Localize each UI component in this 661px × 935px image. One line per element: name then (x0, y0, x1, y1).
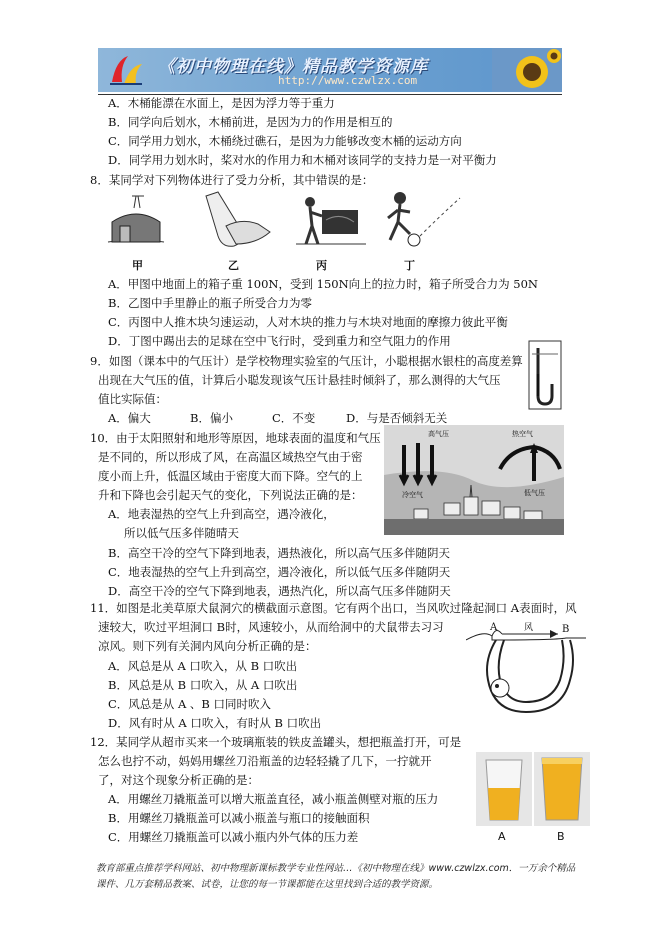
banner-title: 《初中物理在线》精品教学资源库 (158, 57, 428, 77)
q11-label-wind: 风 (524, 623, 534, 633)
q11-option-c: C．风总是从 A 、B 口同时吹入 (108, 697, 272, 711)
q10-stem-line2: 是不同的，所以形成了风，在高温区域热空气由于密 (98, 450, 363, 464)
q12-option-b: B．用螺丝刀撬瓶盖可以减小瓶盖与瓶口的接触面积 (108, 811, 370, 825)
q10-option-b: B．高空干冷的空气下降到地表，遇热液化，所以高气压多伴随阴天 (108, 546, 450, 560)
q9-stem-line3: 值比实际值： (98, 392, 167, 406)
header-banner (98, 48, 562, 92)
q8-option-a: A．甲图中地面上的箱子重 100N，受到 150N向上的拉力时，箱子所受合力为 50N (108, 277, 538, 291)
q8-label-jia: 甲 (132, 259, 143, 272)
q9-stem-line2: 出现在大气压的值，计算后小聪发现该气压计悬挂时倾斜了，那么测得的大气压 (98, 373, 501, 387)
q12-cup-photo-a (476, 752, 532, 826)
q8-label-bing: 丙 (316, 259, 327, 272)
q12-label-a: A (498, 830, 506, 843)
q7-option-c: C．同学用力划水，木桶绕过礁石，是因为力能够改变木桶的运动方向 (108, 134, 462, 148)
q10-option-c: C．地表湿热的空气上升到高空，遇冷液化，所以低气压多伴随阴天 (108, 565, 451, 579)
q10-stem-line3: 度小而上升，低温区域由于密度大而下降。空气的上 (98, 469, 363, 483)
q8-label-yi: 乙 (228, 259, 239, 272)
q11-stem-line1: 11．如图是北美草原犬鼠洞穴的横截面示意图。它有两个出口，当风吹过隆起洞口 A表面时，风 (90, 601, 577, 615)
q9-stem-line1: 9．如图（课本中的气压计）是学校物理实验室的气压计，小聪根据水银柱的高度差算 (90, 354, 523, 368)
q9-option-c: C．不变 (272, 411, 316, 425)
q12-stem-line1: 12．某同学从超市买来一个玻璃瓶装的铁皮盖罐头，想把瓶盖打开，可是 (90, 735, 462, 749)
q8-option-c: C．丙图中人推木块匀速运动，人对木块的推力与木块对地面的摩擦力彼此平衡 (108, 315, 508, 329)
q9-barometer-figure (528, 340, 562, 410)
q10-stem-line4: 升和下降也会引起天气的变化，下列说法正确的是： (98, 488, 363, 502)
q8-figure-push-block (296, 192, 366, 252)
q8-figure-football (384, 190, 464, 252)
q12-label-b: B (557, 830, 565, 843)
q10-label-cold-air: 冷空气 (402, 491, 423, 499)
q11-label-b: B (562, 624, 570, 635)
q10-option-a-line2: 所以低气压多伴随晴天 (124, 526, 239, 540)
q7-option-a: A．木桶能漂在水面上，是因为浮力等于重力 (108, 96, 335, 110)
q11-option-d: D．风有时从 A 口吹入，有时从 B 口吹出 (108, 716, 322, 730)
q8-option-b: B．乙图中手里静止的瓶子所受合力为零 (108, 296, 312, 310)
q8-stem: 8．某同学对下列物体进行了受力分析，其中错误的是： (90, 173, 374, 187)
q9-option-b: B．偏小 (190, 411, 233, 425)
q11-stem-line3: 凉风。则下列有关洞内风向分析正确的是： (98, 639, 317, 653)
q10-label-low-pressure: 低气压 (524, 489, 545, 497)
q11-label-a: A (490, 622, 498, 633)
q12-cup-photo-b (534, 752, 590, 826)
q12-stem-line3: 了，对这个现象分析正确的是： (98, 773, 259, 787)
q9-option-a: A．偏大 (108, 411, 151, 425)
q9-option-d: D．与是否倾斜无关 (346, 411, 448, 425)
q10-option-d: D．高空干冷的空气下降到地表，遇热汽化，所以高气压多伴随阴天 (108, 584, 451, 598)
footer-line1: 教育部重点推荐学科网站、初中物理新课标教学专业性网站…《初中物理在线》www.czwlzx.com．一万余个精品 (96, 863, 576, 874)
q11-stem-line2: 速较大，吹过平坦洞口 B时，风速较小，从而给洞中的犬鼠带去习习 (98, 620, 444, 634)
q12-option-a: A．用螺丝刀撬瓶盖可以增大瓶盖直径，减小瓶盖侧壁对瓶的压力 (108, 792, 439, 806)
q12-stem-line2: 怎么也拧不动，妈妈用螺丝刀沿瓶盖的边轻轻撬了几下，一拧就开 (98, 754, 432, 768)
q11-burrow-figure (466, 620, 586, 720)
banner-url: http://www.czwlzx.com (278, 74, 418, 87)
sunflower-icon (492, 48, 562, 92)
q8-figure-box (106, 192, 166, 252)
q7-option-d: D．同学用力划水时，桨对水的作用力和木桶对该同学的支持力是一对平衡力 (108, 153, 497, 167)
q11-option-a: A．风总是从 A 口吹入，从 B 口吹出 (108, 659, 298, 673)
q10-label-high-pressure: 高气压 (428, 430, 449, 438)
footer-line2: 课件、几万套精品教案、试卷，让您的每一节课都能在这里找到合适的教学资源。 (96, 879, 439, 890)
q7-option-b: B．同学向后划水，木桶前进，是因为力的作用是相互的 (108, 115, 393, 129)
q8-label-ding: 丁 (404, 259, 415, 272)
q10-stem-line1: 10．由于太阳照射和地形等原因，地球表面的温度和气压 (90, 431, 381, 445)
q10-label-hot-air: 热空气 (512, 430, 533, 438)
q8-figure-bottle (196, 190, 276, 252)
site-logo-icon (106, 52, 146, 88)
q8-option-d: D．丁图中踢出去的足球在空中飞行时，受到重力和空气阻力的作用 (108, 334, 451, 348)
q12-option-c: C．用螺丝刀撬瓶盖可以减小瓶内外气体的压力差 (108, 830, 359, 844)
q10-air-pressure-figure (384, 425, 564, 535)
q10-option-a-line1: A．地表湿热的空气上升到高空，遇冷液化， (108, 507, 335, 521)
q11-option-b: B．风总是从 B 口吹入，从 A 口吹出 (108, 678, 298, 692)
